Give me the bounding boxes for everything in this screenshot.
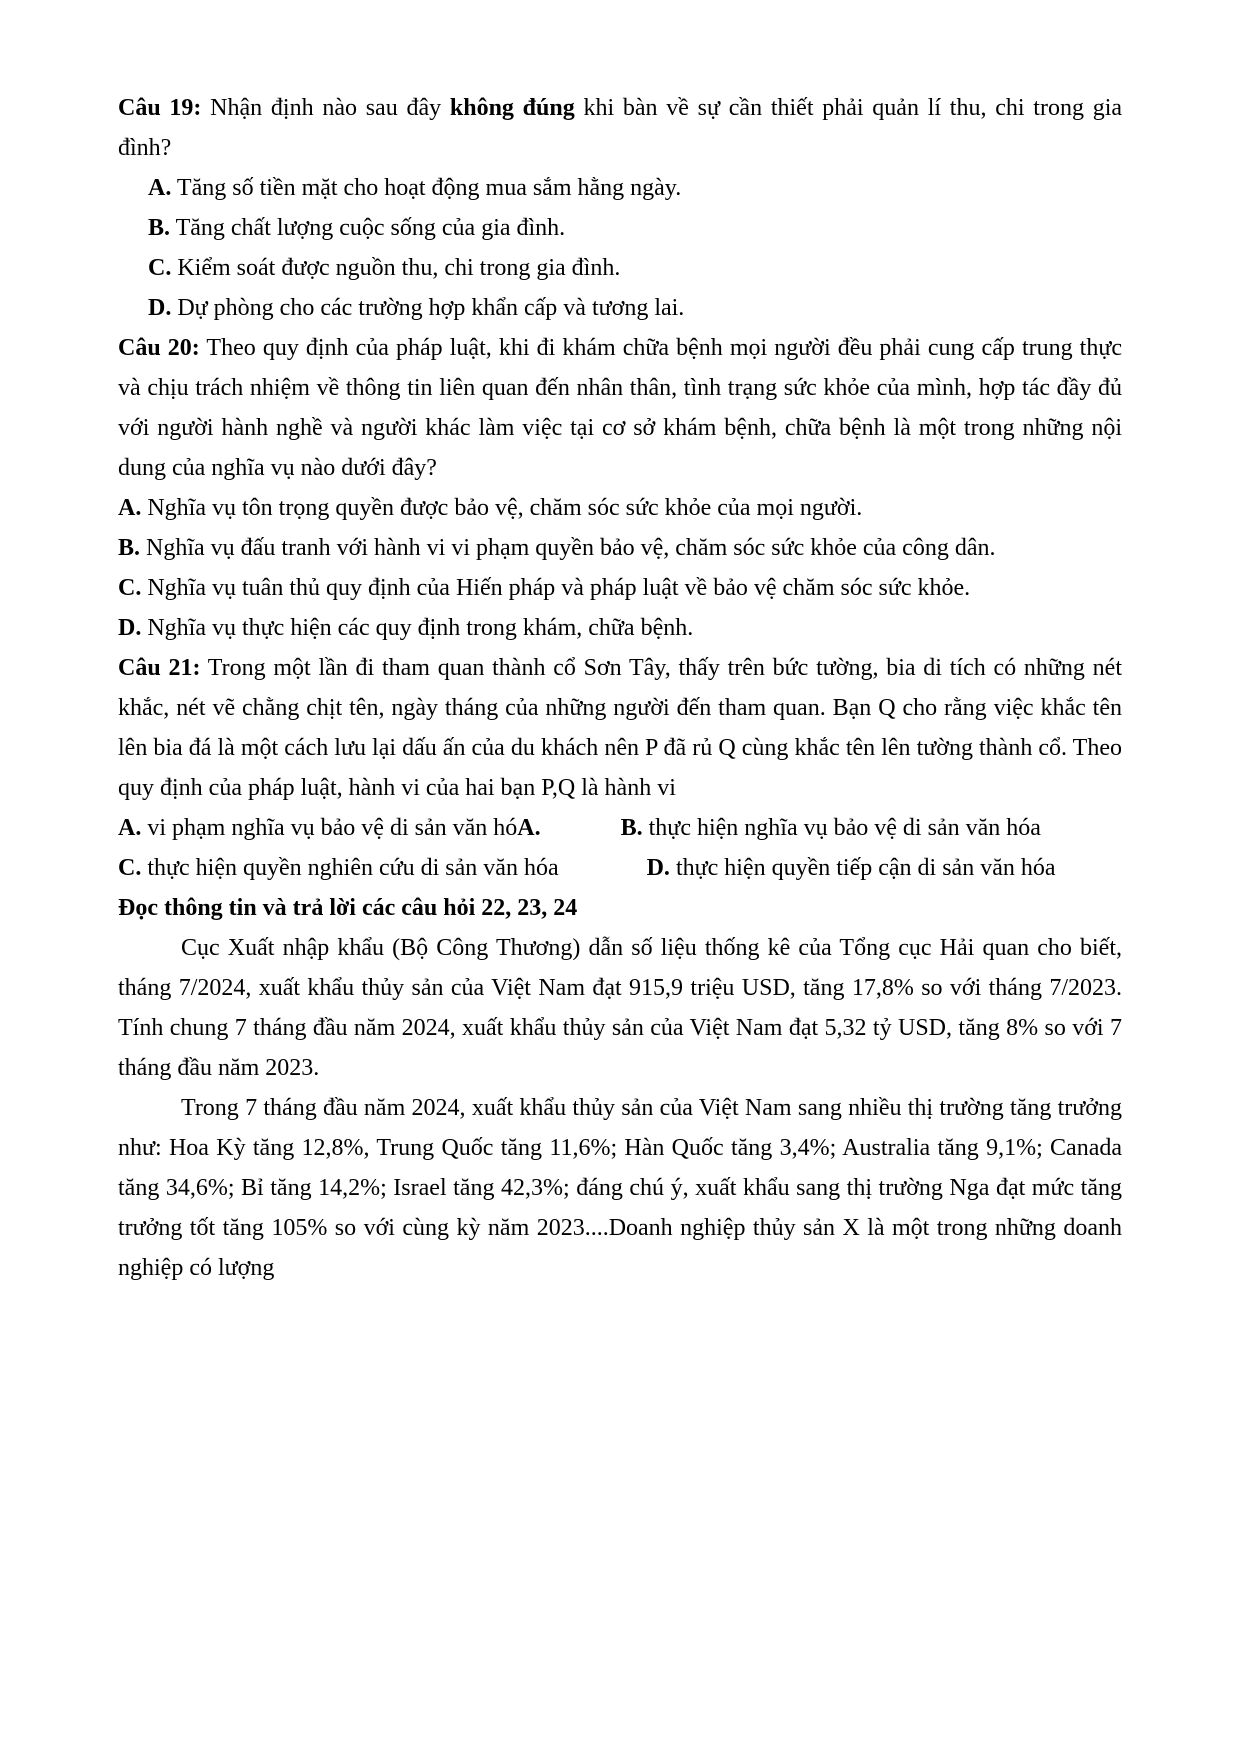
question-20-option-c — [118, 568, 1122, 608]
reading-paragraph-1: Cục Xuất nhập khẩu (Bộ Công Thương) dẫn số liệu thống kê của Tổng cục Hải quan cho biết, tháng 7/2024, xuất khẩu thủy sản của Việt Nam đạt 915,9 triệu USD, tăng 17,8% so với tháng 7/2023. Tính chung 7 tháng đầu năm 2024, xuất khẩu thủy sản của Việt Nam đạt 5,32 tỷ USD, tăng 8% so với 7 tháng đầu năm 2023. — [118, 935, 1122, 1081]
option-label: C. — [148, 255, 172, 281]
reading-instruction-heading — [118, 888, 1122, 928]
option-text: thực hiện quyền tiếp cận di sản văn hóa — [675, 855, 1056, 881]
option-label: A. — [118, 495, 142, 521]
option-text: Tăng chất lượng cuộc sống của gia đình. — [175, 215, 566, 241]
question-20-label: Câu 20: — [118, 335, 200, 361]
question-20-text: Theo quy định của pháp luật, khi đi khám chữa bệnh mọi người đều phải cung cấp trung thực và chịu trách nhiệm về thông tin liên quan đến nhân thân, tình trạng sức khỏe của mình, hợp tác đầy đủ với người hành nghề và người khác làm việc tại cơ sở khám bệnh, chữa bệnh là một trong những nội dung của nghĩa vụ nào dưới đây? — [118, 335, 1123, 481]
option-text: Nghĩa vụ đấu tranh với hành vi vi phạm quyền bảo vệ, chăm sóc sức khỏe của công dân. — [146, 535, 996, 561]
question-20-option-b — [118, 528, 1122, 568]
option-text: Nghĩa vụ tuân thủ quy định của Hiến pháp và pháp luật về bảo vệ chăm sóc sức khỏe. — [147, 575, 971, 601]
option-label: B. — [148, 215, 171, 241]
option-text: Tăng số tiền mặt cho hoạt động mua sắm hằng ngày. — [176, 175, 682, 201]
option-label: A. — [118, 815, 142, 841]
question-19-option-b — [118, 208, 1122, 248]
option-label: D. — [118, 615, 142, 641]
reading-paragraph-2: Trong 7 tháng đầu năm 2024, xuất khẩu thủy sản của Việt Nam sang nhiều thị trường tăng trưởng như: Hoa Kỳ tăng 12,8%, Trung Quốc tăng 11,6%; Hàn Quốc tăng 3,4%; Australia tăng 9,1%; Canada tăng 34,6%; Bỉ tăng 14,2%; Israel tăng 42,3%; đáng chú ý, xuất khẩu sang thị trường Nga đạt mức tăng trưởng tốt tăng 105% so với cùng kỳ năm 2023....Doanh nghiệp thủy sản X là một trong những doanh nghiệp có lượng — [118, 1095, 1122, 1281]
question-21-options-cd — [118, 848, 1122, 888]
option-label: D. — [646, 855, 670, 881]
reading-heading-text: Đọc thông tin và trả lời các câu hỏi 22, 23, 24 — [118, 895, 578, 921]
option-text: Nghĩa vụ tôn trọng quyền được bảo vệ, chăm sóc sức khỏe của mọi người. — [147, 495, 863, 521]
option-text: thực hiện quyền nghiên cứu di sản văn hóa — [147, 855, 559, 881]
option-text: Nghĩa vụ thực hiện các quy định trong khám, chữa bệnh. — [147, 615, 694, 641]
question-19-stem — [118, 88, 1122, 168]
option-text: Kiểm soát được nguồn thu, chi trong gia đình. — [177, 255, 621, 281]
option-label: A. — [148, 175, 172, 201]
option-label: D. — [148, 295, 172, 321]
question-20-option-d — [118, 608, 1122, 648]
option-text: Dự phòng cho các trường hợp khẩn cấp và tương lai. — [177, 295, 685, 321]
question-19-text-1: Nhận định nào sau đây — [210, 95, 450, 121]
question-20-stem — [118, 328, 1122, 488]
option-label: B. — [620, 815, 643, 841]
option-a-trailing-label: A. — [517, 815, 541, 841]
option-label: C. — [118, 855, 142, 881]
question-19-emphasis: không đúng — [449, 95, 575, 121]
option-text: vi phạm nghĩa vụ bảo vệ di sản văn hó — [147, 815, 518, 841]
question-21-text: Trong một lần đi tham quan thành cổ Sơn Tây, thấy trên bức tường, bia di tích có những nét khắc, nét vẽ chằng chịt tên, ngày tháng của những người đến tham quan. Bạn Q cho rằng việc khắc tên lên bia đá là một cách lưu lại dấu ấn của du khách nên P đã rủ Q cùng khắc tên lên tường thành cổ. Theo quy định của pháp luật, hành vi của hai bạn P,Q là hành vi — [118, 655, 1122, 801]
option-label: C. — [118, 575, 142, 601]
question-21-label: Câu 21: — [118, 655, 201, 681]
question-19-option-c — [118, 248, 1122, 288]
question-19-option-d — [118, 288, 1122, 328]
question-21-stem — [118, 648, 1122, 808]
option-label: B. — [118, 535, 141, 561]
question-20-option-a — [118, 488, 1122, 528]
question-19-option-a — [118, 168, 1122, 208]
question-21-options-ab — [118, 808, 1122, 848]
option-text: thực hiện nghĩa vụ bảo vệ di sản văn hóa — [648, 815, 1041, 841]
question-19-label: Câu 19: — [118, 95, 202, 121]
question-19-text-2: khi bàn về sự cần thiết phải quản lí thu, chi trong gia đình? — [118, 95, 1123, 161]
